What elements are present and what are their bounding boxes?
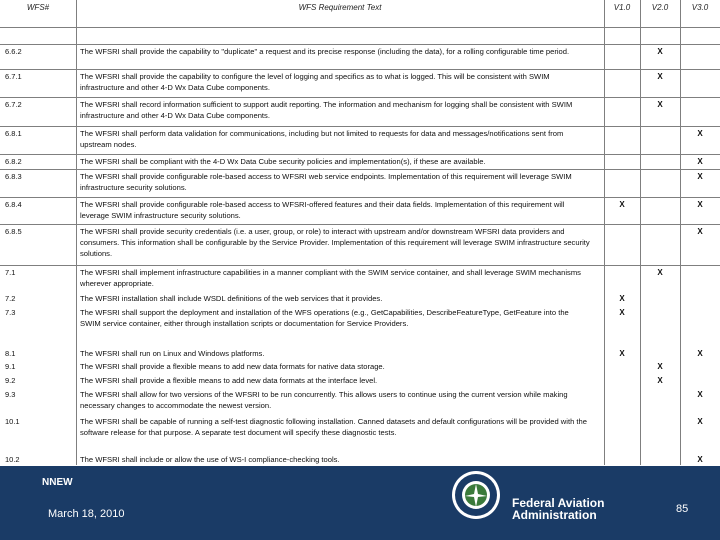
requirement-id: 6.7.1 [5,72,22,81]
header-divider [0,27,720,28]
requirement-id: 10.1 [5,417,20,426]
requirement-text: The WFSRI shall perform data validation for communications, including but not limited to requests for data and messages/notifications sent from upstream nodes. [80,129,564,149]
requirement-id: 7.1 [5,268,16,277]
footer-org: NNEW [42,477,73,488]
requirement-text: The WFSRI shall implement infrastructure capabilities in a manner compliant with the SWIM service container, and shall leverage SWIM mechanisms wherever appropriate. [80,268,581,288]
table-row [0,126,720,149]
requirement-id: 6.8.1 [5,129,22,138]
requirement-id: 6.8.5 [5,227,22,236]
table-row [0,169,720,192]
footer-date: March 18, 2010 [48,508,125,520]
table-row [0,154,720,166]
requirement-text: The WFSRI shall provide configurable role-based access to WFSRI web service endpoints. Implementation of this requirement will leverage SWIM infrastructure security solutions. [80,172,572,192]
requirement-id: 6.6.2 [5,47,22,56]
footer-agency [512,497,604,521]
requirement-id: 10.2 [5,455,20,464]
table-row [0,197,720,220]
header-v2: V2.0 [651,3,669,12]
table-row [0,69,720,92]
requirement-id: 9.3 [5,390,16,399]
requirement-id: 6.8.4 [5,200,22,209]
table-row [0,265,720,288]
version-v3-mark: X [697,227,703,236]
requirement-text: The WFSRI shall provide a flexible means to add new data formats at the interface level. [80,376,378,385]
version-v1-mark: X [619,349,625,358]
header-v3: V3.0 [691,3,709,12]
header-v1: V1.0 [613,3,631,12]
version-v2-mark: X [657,362,663,371]
agency-line-2: Administration [512,508,597,522]
requirement-id: 9.2 [5,376,16,385]
requirement-id: 6.8.3 [5,172,22,181]
requirement-text: The WFSRI shall provide security credentials (i.e. a user, group, or role) to interact with upstream and/or downstream WFSRI data providers and consumers. This information shall be configurable by the Service Provider. Implementation of this requirement will leverage SWIM infrastructure security solutions. [80,227,590,258]
requirement-id: 7.3 [5,308,16,317]
version-v2-mark: X [657,268,663,277]
requirement-text: The WFSRI shall provide the capability to configure the level of logging and specifics as to what is logged. This will be consistent with SWIM infrastructure and other 4-D Wx Data Cube components. [80,72,550,92]
version-v3-mark: X [697,157,703,166]
version-v3-mark: X [697,455,703,464]
requirement-text: The WFSRI shall support the deployment and installation of the WFS operations (e.g., GetCapabilities, DescribeFeatureType, GetFeature into the SWIM service container, either through installation scripts or documentation for Service Providers. [80,308,569,328]
version-v1-mark: X [619,294,625,303]
version-v2-mark: X [657,47,663,56]
table-row [0,44,720,56]
version-v3-mark: X [697,129,703,138]
page-number: 85 [676,503,689,515]
requirement-text: The WFSRI shall include or allow the use of WS-I compliance-checking tools. [80,455,340,464]
requirement-id: 6.7.2 [5,100,22,109]
requirement-text: The WFSRI shall provide the capability to "duplicate" a request and its precise response (including the data), for a rolling configurable time period. [80,47,570,56]
version-v2-mark: X [657,376,663,385]
requirement-id: 6.8.2 [5,157,22,166]
version-v3-mark: X [697,417,703,426]
slide-footer [0,466,720,540]
requirement-text: The WFSRI installation shall include WSDL definitions of the web services that it provides. [80,294,383,303]
requirement-text: The WFSRI shall run on Linux and Windows platforms. [80,349,265,358]
version-v3-mark: X [697,172,703,181]
version-v1-mark: X [619,308,625,317]
header-wfs-id: WFS# [26,3,50,12]
requirement-id: 8.1 [5,349,16,358]
requirement-text: The WFSRI shall provide a flexible means to add new data formats for native data storage. [80,362,385,371]
version-v3-mark: X [697,200,703,209]
version-v3-mark: X [697,349,703,358]
requirement-id: 9.1 [5,362,16,371]
requirement-text: The WFSRI shall be capable of running a self-test diagnostic following installation. Canned datasets and default configurations will be provided with the software release for that purpose. A separate test document will specify these diagnostic tests. [80,417,587,437]
header-requirement-text: WFS Requirement Text [298,3,382,12]
version-v2-mark: X [657,72,663,81]
table-row [0,224,720,258]
requirement-id: 7.2 [5,294,16,303]
faa-seal-icon [451,470,501,520]
requirement-text: The WFSRI shall allow for two versions of the WFSRI to be run concurrently. This allows users to continue using the current version while making necessary changes to accommodate the newest version. [80,390,568,410]
version-v2-mark: X [657,100,663,109]
agency-line-1: Federal Aviation [512,496,605,510]
requirement-text: The WFSRI shall provide configurable role-based access to WFSRI-offered features and their data fields. Implementation of this requirement will leverage SWIM infrastructure security solutions. [80,200,565,220]
requirement-text: The WFSRI shall record information sufficient to support audit reporting. The information and mechanism for logging shall be consistent with SWIM infrastructure and other 4-D Wx Data Cube components. [80,100,573,120]
version-v1-mark: X [619,200,625,209]
table-row [0,97,720,120]
requirement-text: The WFSRI shall be compliant with the 4-D Wx Data Cube security policies and implementation(s), if these are available. [80,157,486,166]
version-v3-mark: X [697,390,703,399]
